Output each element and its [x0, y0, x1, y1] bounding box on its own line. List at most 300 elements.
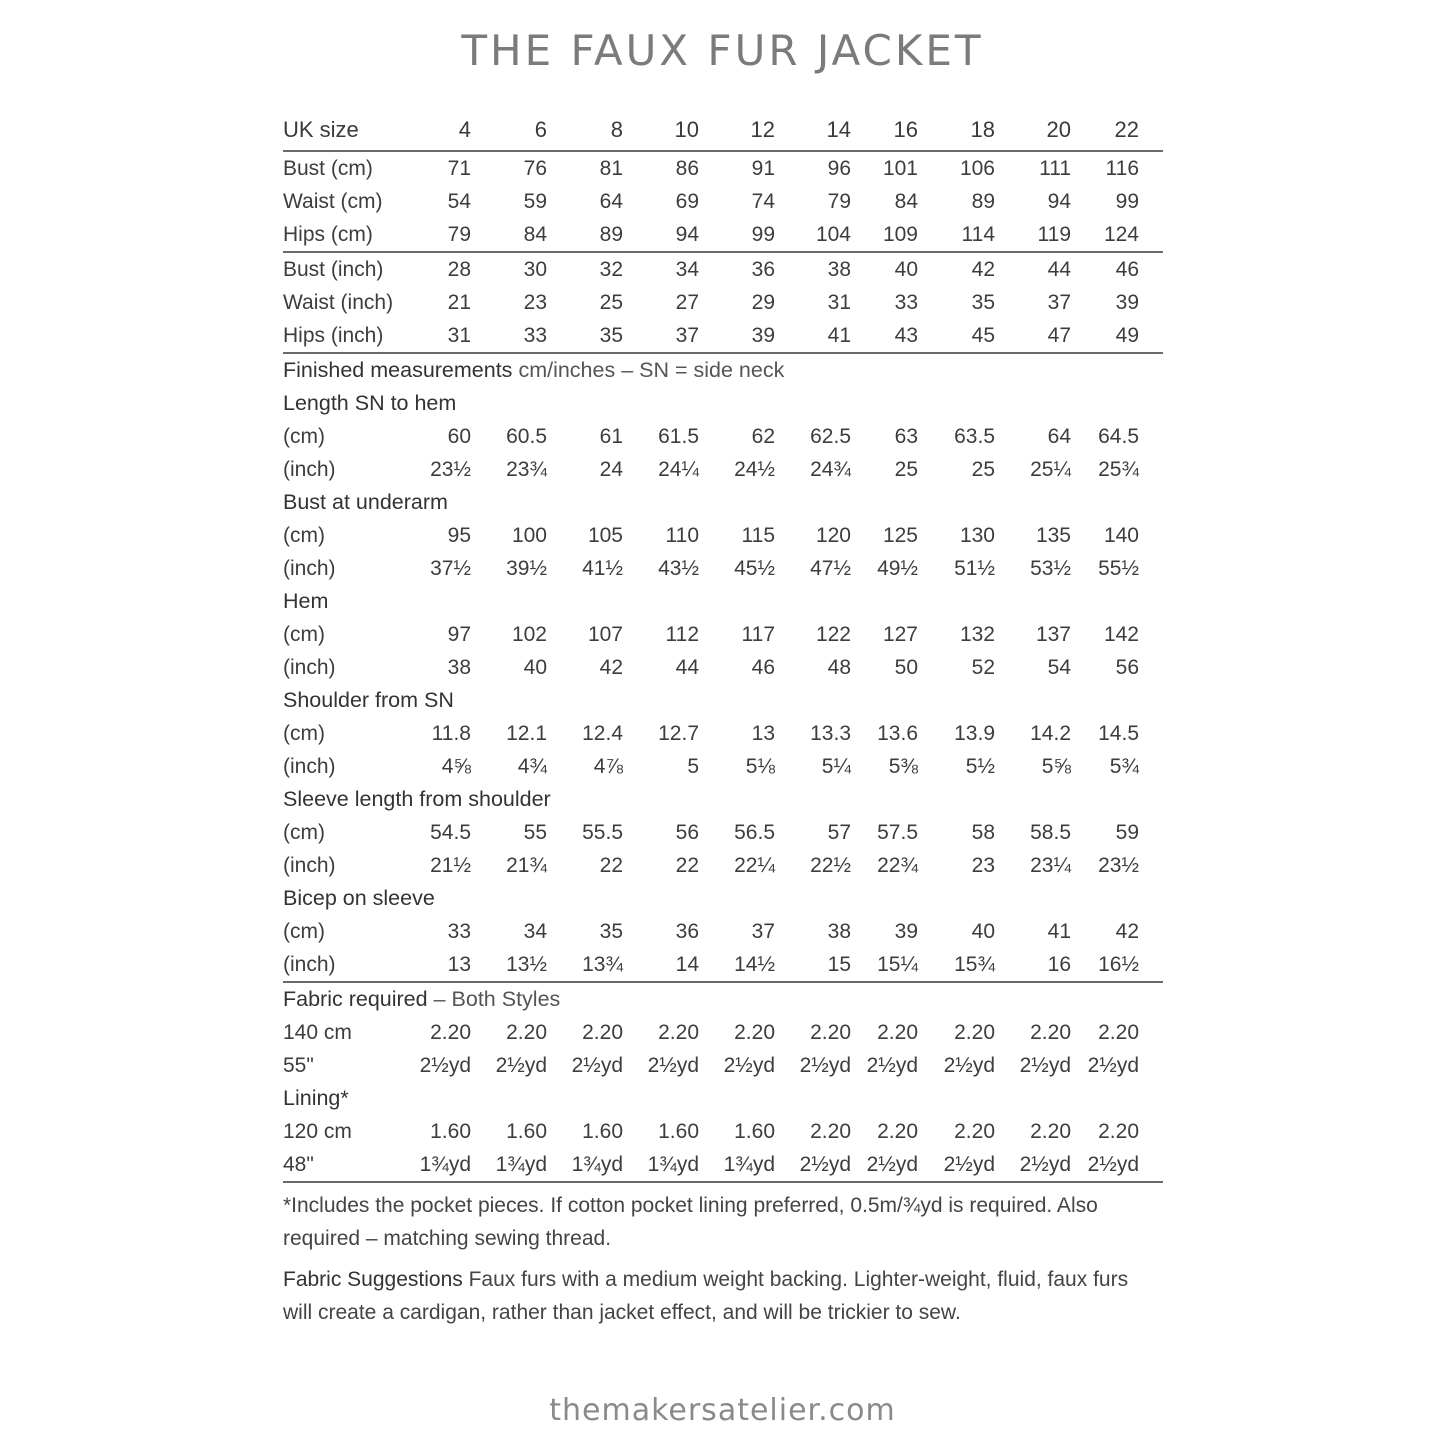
- cell-value: 1.60: [658, 1119, 699, 1143]
- measurement-group-title: [283, 387, 1163, 420]
- row-label: Waist (inch): [283, 290, 394, 314]
- cell-value: 23½: [1098, 853, 1139, 877]
- cell-value: 44: [675, 655, 699, 679]
- cell-value: 29: [751, 290, 775, 314]
- cell-value: 2.20: [430, 1020, 471, 1044]
- cell-value: 46: [1115, 257, 1139, 281]
- row-label: (inch): [283, 952, 336, 976]
- cell-value: 14.5: [1098, 721, 1139, 745]
- section-title: Hem: [283, 589, 329, 613]
- cell-value: 122: [815, 622, 851, 646]
- cell-value: 55½: [1098, 556, 1139, 580]
- cell-value: 14½: [734, 952, 775, 976]
- cell-value: 12.4: [582, 721, 623, 745]
- cell-value: 60: [447, 424, 471, 448]
- cell-value: 2.20: [877, 1119, 918, 1143]
- measurement-cm-row: [283, 420, 1163, 453]
- cell-value: 16½: [1098, 952, 1139, 976]
- cell-value: 33: [447, 919, 471, 943]
- cell-value: 22: [675, 853, 699, 877]
- cell-value: 16: [1047, 952, 1071, 976]
- cell-value: 38: [447, 655, 471, 679]
- body-inch-row: [283, 319, 1163, 352]
- cell-value: 59: [523, 189, 547, 213]
- cell-value: 23½: [430, 457, 471, 481]
- measurement-group-title: [283, 684, 1163, 717]
- cell-value: 13.9: [954, 721, 995, 745]
- cell-value: 4⅝: [441, 754, 471, 778]
- cell-value: 6: [534, 117, 547, 142]
- cell-value: 42: [971, 257, 995, 281]
- cell-value: 1.60: [430, 1119, 471, 1143]
- fabric-suggestions-title: Fabric Suggestions: [283, 1268, 463, 1291]
- lining-metric-row: [283, 1115, 1163, 1148]
- cell-value: 91: [751, 156, 775, 180]
- cell-value: 1¾yd: [723, 1152, 775, 1176]
- measurement-inch-row: [283, 651, 1163, 684]
- cell-value: 117: [741, 622, 775, 646]
- section-subtitle: cm/inches – SN = side neck: [518, 358, 785, 382]
- cell-value: 2½yd: [943, 1053, 995, 1077]
- cell-value: 86: [675, 156, 699, 180]
- cell-value: 124: [1103, 222, 1139, 246]
- cell-value: 25¾: [1098, 457, 1139, 481]
- cell-value: 2.20: [954, 1119, 995, 1143]
- cell-value: 44: [1047, 257, 1071, 281]
- cell-value: 47: [1047, 323, 1071, 347]
- cell-value: 5¼: [821, 754, 851, 778]
- cell-value: 35: [971, 290, 995, 314]
- cell-value: 14: [675, 952, 699, 976]
- cell-value: 5⅛: [745, 754, 775, 778]
- section-title: Shoulder from SN: [283, 688, 454, 712]
- cell-value: 21: [447, 290, 471, 314]
- cell-value: 41½: [582, 556, 623, 580]
- cell-value: 24½: [734, 457, 775, 481]
- section-title: Bicep on sleeve: [283, 886, 435, 910]
- cell-value: 109: [882, 222, 918, 246]
- cell-value: 56: [1115, 655, 1139, 679]
- cell-value: 22½: [810, 853, 851, 877]
- measurement-group-title: [283, 783, 1163, 816]
- cell-value: 5¾: [1109, 754, 1139, 778]
- cell-value: 23¼: [1030, 853, 1071, 877]
- cell-value: 32: [599, 257, 623, 281]
- cell-value: 13¾: [582, 952, 623, 976]
- row-label: 55": [283, 1053, 314, 1077]
- website-footer: themakersatelier.com: [549, 1393, 896, 1428]
- body-inch-row: [283, 286, 1163, 319]
- cell-value: 24: [599, 457, 623, 481]
- cell-value: 89: [971, 189, 995, 213]
- cell-value: 39: [894, 919, 918, 943]
- cell-value: 64: [599, 189, 623, 213]
- cell-value: 94: [675, 222, 699, 246]
- cell-value: 25¼: [1030, 457, 1071, 481]
- cell-value: 61.5: [658, 424, 699, 448]
- fabric-suggestions: [283, 1263, 1163, 1329]
- fabric-suggestions-text: Faux furs with a medium weight backing. Lighter-weight, fluid, faux furs will create a cardigan, rather than jacket effect, and will be trickier to sew.: [283, 1268, 1129, 1324]
- cell-value: 21¾: [506, 853, 547, 877]
- cell-value: 2½yd: [866, 1152, 918, 1176]
- cell-value: 101: [882, 156, 918, 180]
- cell-value: 116: [1105, 156, 1139, 180]
- section-title: Lining*: [283, 1086, 349, 1110]
- cell-value: 112: [665, 622, 699, 646]
- cell-value: 55: [523, 820, 547, 844]
- cell-value: 89: [599, 222, 623, 246]
- cell-value: 40: [894, 257, 918, 281]
- cell-value: 14: [826, 117, 851, 142]
- cell-value: 40: [523, 655, 547, 679]
- cell-value: 39: [751, 323, 775, 347]
- cell-value: 130: [959, 523, 995, 547]
- cell-value: 2.20: [734, 1020, 775, 1044]
- cell-value: 69: [675, 189, 699, 213]
- cell-value: 58: [971, 820, 995, 844]
- lining-imperial-row: [283, 1148, 1163, 1181]
- cell-value: 96: [827, 156, 851, 180]
- cell-value: 5⅝: [1041, 754, 1071, 778]
- cell-value: 39½: [506, 556, 547, 580]
- cell-value: 2½yd: [943, 1152, 995, 1176]
- page-title: THE FAUX FUR JACKET: [461, 26, 984, 75]
- cell-value: 4: [458, 117, 471, 142]
- row-label: (inch): [283, 457, 336, 481]
- cell-value: 60.5: [506, 424, 547, 448]
- cell-value: 42: [1115, 919, 1139, 943]
- cell-value: 38: [827, 919, 851, 943]
- cell-value: 104: [815, 222, 851, 246]
- cell-value: 16: [893, 117, 918, 142]
- cell-value: 76: [523, 156, 547, 180]
- cell-value: 25: [894, 457, 918, 481]
- cell-value: 1¾yd: [571, 1152, 623, 1176]
- cell-value: 125: [882, 523, 918, 547]
- cell-value: 119: [1037, 222, 1071, 246]
- cell-value: 110: [665, 523, 699, 547]
- cell-value: 56: [675, 820, 699, 844]
- cell-value: 1¾yd: [419, 1152, 471, 1176]
- cell-value: 36: [675, 919, 699, 943]
- cell-value: 79: [827, 189, 851, 213]
- divider: [283, 1181, 1163, 1183]
- cell-value: 84: [894, 189, 918, 213]
- measurement-inch-row: [283, 750, 1163, 783]
- cell-value: 49: [1115, 323, 1139, 347]
- cell-value: 63: [894, 424, 918, 448]
- cell-value: 105: [587, 523, 623, 547]
- measurement-cm-row: [283, 519, 1163, 552]
- cell-value: 28: [447, 257, 471, 281]
- cell-value: 55.5: [582, 820, 623, 844]
- cell-value: 45: [971, 323, 995, 347]
- cell-value: 84: [523, 222, 547, 246]
- row-label: 48": [283, 1152, 314, 1176]
- cell-value: 45½: [734, 556, 775, 580]
- cell-value: 59: [1115, 820, 1139, 844]
- cell-value: 1¾yd: [495, 1152, 547, 1176]
- cell-value: 62: [751, 424, 775, 448]
- body-cm-row: [283, 152, 1163, 185]
- measurement-group-title: [283, 585, 1163, 618]
- cell-value: 24¼: [658, 457, 699, 481]
- cell-value: 4⅞: [593, 754, 623, 778]
- measurement-inch-row: [283, 453, 1163, 486]
- cell-value: 2½yd: [1087, 1053, 1139, 1077]
- cell-value: 5: [687, 754, 699, 778]
- section-title: Bust at underarm: [283, 490, 448, 514]
- cell-value: 4¾: [517, 754, 547, 778]
- cell-value: 35: [599, 323, 623, 347]
- cell-value: 64: [1047, 424, 1071, 448]
- body-cm-row: [283, 185, 1163, 218]
- cell-value: 106: [959, 156, 995, 180]
- row-label: (inch): [283, 556, 336, 580]
- cell-value: 30: [523, 257, 547, 281]
- cell-value: 15: [827, 952, 851, 976]
- fabric-required-heading: [283, 983, 1163, 1016]
- cell-value: 58.5: [1030, 820, 1071, 844]
- measurement-inch-row: [283, 948, 1163, 981]
- row-label: Hips (cm): [283, 222, 373, 246]
- cell-value: 12: [750, 117, 775, 142]
- cell-value: 27: [675, 290, 699, 314]
- cell-value: 46: [751, 655, 775, 679]
- cell-value: 25: [971, 457, 995, 481]
- cell-value: 1¾yd: [647, 1152, 699, 1176]
- cell-value: 111: [1039, 156, 1071, 180]
- cell-value: 63.5: [954, 424, 995, 448]
- cell-value: 2.20: [1098, 1119, 1139, 1143]
- cell-value: 33: [523, 323, 547, 347]
- cell-value: 15¼: [877, 952, 918, 976]
- measurement-group-title: [283, 486, 1163, 519]
- row-label: (cm): [283, 622, 325, 646]
- cell-value: 2.20: [658, 1020, 699, 1044]
- cell-value: 74: [751, 189, 775, 213]
- cell-value: 8: [610, 117, 623, 142]
- cell-value: 64.5: [1098, 424, 1139, 448]
- cell-value: 54: [447, 189, 471, 213]
- cell-value: 2.20: [954, 1020, 995, 1044]
- cell-value: 43: [894, 323, 918, 347]
- cell-value: 13: [447, 952, 471, 976]
- size-header-row: [283, 110, 1163, 150]
- cell-value: 41: [827, 323, 851, 347]
- cell-value: 2½yd: [1019, 1053, 1071, 1077]
- cell-value: 41: [1047, 919, 1071, 943]
- cell-value: 2½yd: [1087, 1152, 1139, 1176]
- cell-value: 49½: [877, 556, 918, 580]
- cell-value: 34: [675, 257, 699, 281]
- cell-value: 1.60: [734, 1119, 775, 1143]
- cell-value: 54.5: [430, 820, 471, 844]
- cell-value: 22: [599, 853, 623, 877]
- measurement-cm-row: [283, 915, 1163, 948]
- cell-value: 71: [447, 156, 471, 180]
- measurement-inch-row: [283, 849, 1163, 882]
- cell-value: 24¾: [810, 457, 851, 481]
- cell-value: 127: [882, 622, 918, 646]
- cell-value: 22¼: [734, 853, 775, 877]
- row-label: Hips (inch): [283, 323, 384, 347]
- cell-value: 37: [1047, 290, 1071, 314]
- section-subtitle: – Both Styles: [433, 987, 561, 1011]
- cell-value: 31: [447, 323, 471, 347]
- cell-value: 39: [1115, 290, 1139, 314]
- cell-value: 2.20: [810, 1119, 851, 1143]
- lining-heading: [283, 1082, 1163, 1115]
- cell-value: 62.5: [810, 424, 851, 448]
- measurement-cm-row: [283, 618, 1163, 651]
- cell-value: 22: [1114, 117, 1139, 142]
- cell-value: 23: [971, 853, 995, 877]
- row-label: (cm): [283, 424, 325, 448]
- fabric-imperial-row: [283, 1049, 1163, 1082]
- row-label: Waist (cm): [283, 189, 383, 213]
- cell-value: 12.7: [658, 721, 699, 745]
- cell-value: 11.8: [431, 721, 471, 745]
- cell-value: 94: [1047, 189, 1071, 213]
- cell-value: 5⅜: [888, 754, 918, 778]
- cell-value: 2.20: [506, 1020, 547, 1044]
- cell-value: 2½yd: [495, 1053, 547, 1077]
- cell-value: 100: [511, 523, 547, 547]
- cell-value: 56.5: [734, 820, 775, 844]
- measurement-cm-row: [283, 816, 1163, 849]
- cell-value: 57: [827, 820, 851, 844]
- row-label: (cm): [283, 523, 325, 547]
- cell-value: 2½yd: [419, 1053, 471, 1077]
- cell-value: 34: [523, 919, 547, 943]
- cell-value: 79: [447, 222, 471, 246]
- cell-value: 31: [827, 290, 851, 314]
- section-title: Length SN to hem: [283, 391, 457, 415]
- cell-value: 57.5: [877, 820, 918, 844]
- row-label: UK size: [283, 117, 359, 142]
- measurement-group-title: [283, 882, 1163, 915]
- cell-value: 142: [1103, 622, 1139, 646]
- cell-value: 35: [599, 919, 623, 943]
- cell-value: 18: [970, 117, 995, 142]
- row-label: Bust (inch): [283, 257, 384, 281]
- cell-value: 135: [1035, 523, 1071, 547]
- row-label: (cm): [283, 820, 325, 844]
- cell-value: 2.20: [1098, 1020, 1139, 1044]
- cell-value: 2½yd: [799, 1152, 851, 1176]
- cell-value: 2½yd: [799, 1053, 851, 1077]
- row-label: (inch): [283, 655, 336, 679]
- cell-value: 23¾: [506, 457, 547, 481]
- cell-value: 140: [1103, 523, 1139, 547]
- footnote: *Includes the pocket pieces. If cotton pocket lining preferred, 0.5m/¾yd is required. Also required – matching sewing thread.: [283, 1194, 1098, 1250]
- cell-value: 52: [971, 655, 995, 679]
- cell-value: 2½yd: [866, 1053, 918, 1077]
- cell-value: 13.6: [877, 721, 918, 745]
- cell-value: 5½: [965, 754, 995, 778]
- body-inch-row: [283, 253, 1163, 286]
- finished-measurements-heading: [283, 354, 1163, 387]
- cell-value: 2.20: [582, 1020, 623, 1044]
- cell-value: 2½yd: [1019, 1152, 1071, 1176]
- cell-value: 50: [894, 655, 918, 679]
- fabric-metric-row: [283, 1016, 1163, 1049]
- cell-value: 54: [1047, 655, 1071, 679]
- cell-value: 1.60: [506, 1119, 547, 1143]
- row-label: 120 cm: [283, 1119, 352, 1143]
- section-title: Fabric required: [283, 987, 428, 1011]
- cell-value: 36: [751, 257, 775, 281]
- cell-value: 15¾: [954, 952, 995, 976]
- cell-value: 25: [599, 290, 623, 314]
- cell-value: 132: [959, 622, 995, 646]
- cell-value: 48: [827, 655, 851, 679]
- cell-value: 107: [587, 622, 623, 646]
- cell-value: 2.20: [1030, 1020, 1071, 1044]
- cell-value: 13.3: [810, 721, 851, 745]
- cell-value: 102: [511, 622, 547, 646]
- measurement-inch-row: [283, 552, 1163, 585]
- row-label: Bust (cm): [283, 156, 373, 180]
- body-cm-row: [283, 218, 1163, 251]
- cell-value: 12.1: [506, 721, 547, 745]
- cell-value: 53½: [1030, 556, 1071, 580]
- cell-value: 81: [599, 156, 623, 180]
- cell-value: 99: [751, 222, 775, 246]
- cell-value: 37: [751, 919, 775, 943]
- notes: [283, 1189, 1163, 1329]
- cell-value: 137: [1035, 622, 1071, 646]
- cell-value: 2.20: [877, 1020, 918, 1044]
- cell-value: 33: [894, 290, 918, 314]
- row-label: (cm): [283, 721, 325, 745]
- cell-value: 21½: [430, 853, 471, 877]
- cell-value: 99: [1115, 189, 1139, 213]
- cell-value: 95: [447, 523, 471, 547]
- cell-value: 115: [741, 523, 775, 547]
- cell-value: 114: [961, 222, 995, 246]
- cell-value: 43½: [658, 556, 699, 580]
- cell-value: 51½: [954, 556, 995, 580]
- measurement-cm-row: [283, 717, 1163, 750]
- cell-value: 38: [827, 257, 851, 281]
- cell-value: 14.2: [1030, 721, 1071, 745]
- cell-value: 40: [971, 919, 995, 943]
- cell-value: 37: [675, 323, 699, 347]
- cell-value: 2½yd: [647, 1053, 699, 1077]
- cell-value: 10: [674, 117, 699, 142]
- section-title: Finished measurements: [283, 358, 513, 382]
- cell-value: 2½yd: [723, 1053, 775, 1077]
- section-title: Sleeve length from shoulder: [283, 787, 551, 811]
- cell-value: 97: [447, 622, 471, 646]
- cell-value: 2.20: [1030, 1119, 1071, 1143]
- cell-value: 23: [523, 290, 547, 314]
- cell-value: 37½: [430, 556, 471, 580]
- cell-value: 61: [599, 424, 623, 448]
- cell-value: 47½: [810, 556, 851, 580]
- cell-value: 22¾: [877, 853, 918, 877]
- cell-value: 42: [599, 655, 623, 679]
- cell-value: 20: [1046, 117, 1071, 142]
- cell-value: 2½yd: [571, 1053, 623, 1077]
- size-chart: [283, 110, 1163, 1329]
- cell-value: 120: [815, 523, 851, 547]
- row-label: (cm): [283, 919, 325, 943]
- cell-value: 2.20: [810, 1020, 851, 1044]
- cell-value: 13½: [506, 952, 547, 976]
